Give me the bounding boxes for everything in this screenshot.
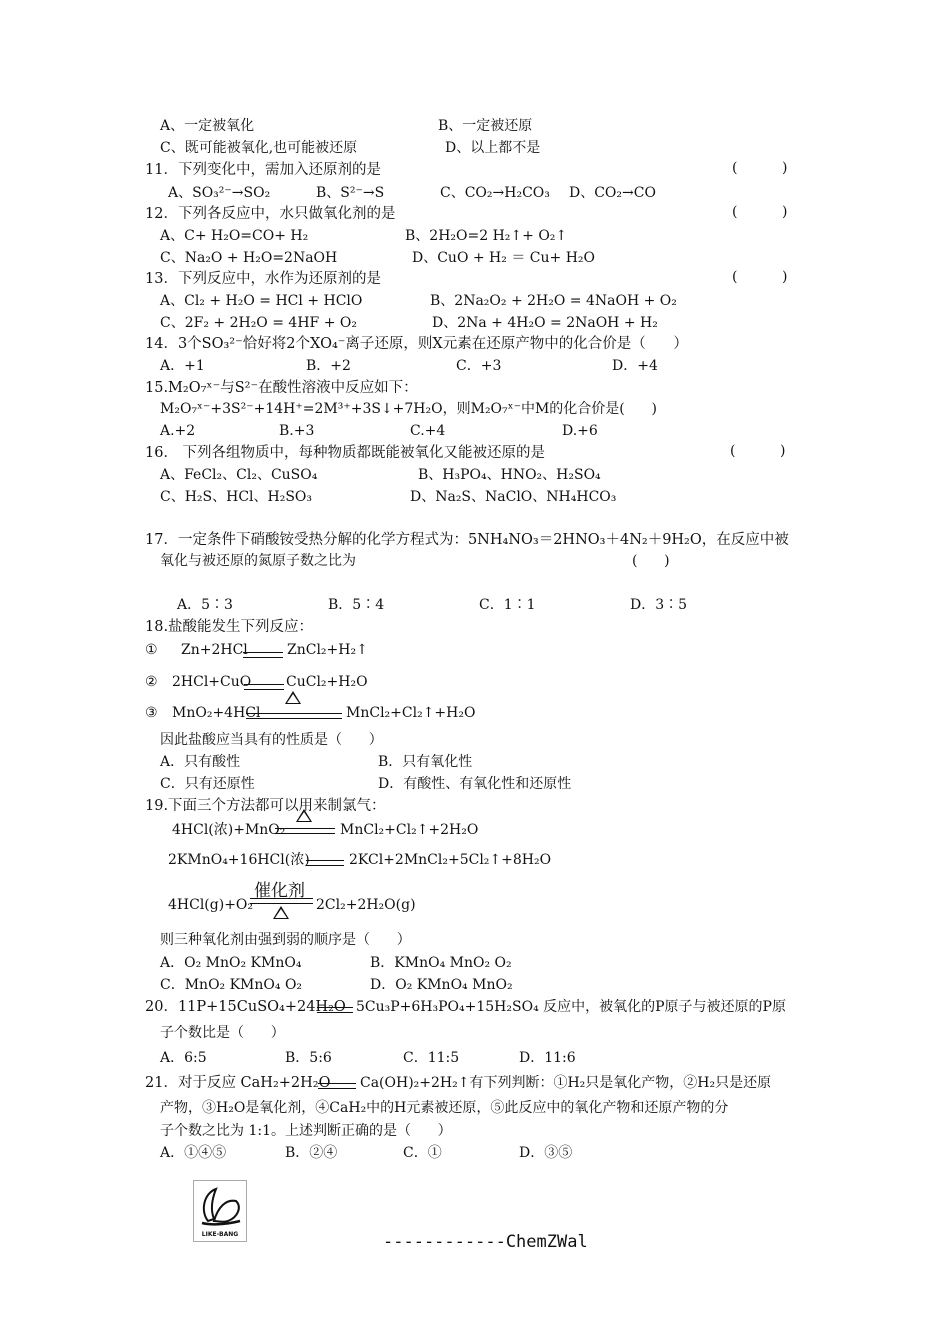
q18-reaction-1-reactants: Zn+2HCl bbox=[181, 642, 248, 658]
q15-option-a: A.+2 bbox=[160, 423, 196, 439]
equals-sign bbox=[318, 1083, 356, 1089]
q18-reaction-1-products: ZnCl₂+H₂↑ bbox=[287, 642, 368, 658]
q18-reaction-3-reactants: MnO₂+4HCl bbox=[172, 705, 261, 721]
q19-question: 则三种氧化剂由强到弱的顺序是（ ） bbox=[160, 932, 411, 948]
q21-option-b: B．②④ bbox=[285, 1145, 338, 1161]
q19-option-c: C．MnO₂ KMnO₄ O₂ bbox=[160, 977, 303, 993]
q17-option-d: D．3∶5 bbox=[630, 597, 688, 613]
q13-option-c: C、2F₂ + 2H₂O = 4HF + O₂ bbox=[160, 315, 357, 331]
q21-stem-line2: 产物，③H₂O是氧化剂，④CaH₂中的H元素被还原，⑤此反应中的氧化产物和还原产物的分 bbox=[160, 1100, 729, 1116]
q18-reaction-1-number: ① bbox=[145, 642, 158, 658]
svg-text:LIKE-BANG: LIKE-BANG bbox=[201, 1231, 239, 1238]
q10-option-b: B、一定被还原 bbox=[438, 118, 533, 134]
q11-answer-paren: ( ) bbox=[732, 160, 788, 176]
q16-option-a: A、FeCl₂、Cl₂、CuSO₄ bbox=[160, 467, 318, 483]
heat-triangle-icon bbox=[296, 809, 312, 822]
q14-option-b: B．+2 bbox=[306, 358, 351, 374]
q19-method-3-products: 2Cl₂+2H₂O(g) bbox=[316, 897, 416, 913]
equals-sign bbox=[306, 860, 344, 866]
heat-triangle-icon bbox=[273, 906, 289, 919]
q20-option-c: C．11:5 bbox=[403, 1050, 460, 1066]
q10-option-c: C、既可能被氧化,也可能被还原 bbox=[160, 140, 358, 156]
q18-option-c: C．只有还原性 bbox=[160, 776, 255, 792]
equals-sign bbox=[246, 713, 342, 719]
equals-sign bbox=[275, 828, 335, 834]
equals-sign bbox=[244, 684, 284, 690]
q12-option-a: A、C+ H₂O=CO+ H₂ bbox=[160, 228, 309, 244]
q16-answer-paren: ( ) bbox=[730, 443, 786, 459]
q21-stem-left: 21．对于反应 CaH₂+2H₂O bbox=[145, 1075, 331, 1091]
q11-option-d: D、CO₂→CO bbox=[569, 185, 656, 201]
q13-option-b: B、2Na₂O₂ + 2H₂O = 4NaOH + O₂ bbox=[430, 293, 677, 309]
q11-option-b: B、S²⁻→S bbox=[316, 185, 385, 201]
q18-option-a: A．只有酸性 bbox=[160, 754, 241, 770]
q15-option-b: B.+3 bbox=[279, 423, 315, 439]
q10-option-a: A、一定被氧化 bbox=[160, 118, 255, 134]
q21-option-d: D．③⑤ bbox=[519, 1145, 573, 1161]
q20-stem-left: 20．11P+15CuSO₄+24H₂O bbox=[145, 999, 346, 1015]
q17-option-b: B．5∶4 bbox=[328, 597, 385, 613]
q18-reaction-2-products: CuCl₂+H₂O bbox=[286, 674, 368, 690]
q12-stem: 12．下列各反应中，水只做氧化剂的是 bbox=[145, 206, 396, 222]
q20-stem-right: 5Cu₃P+6H₃PO₄+15H₂SO₄ 反应中，被氧化的P原子与被还原的P原 bbox=[356, 999, 786, 1015]
q17-stem-line2: 氧化与被还原的氮原子数之比为 bbox=[160, 553, 356, 569]
q19-method-2-reactants: 2KMnO₄+16HCl(浓) bbox=[168, 852, 310, 868]
q13-stem: 13．下列反应中，水作为还原剂的是 bbox=[145, 271, 381, 287]
q12-option-d: D、CuO + H₂ ＝ Cu+ H₂O bbox=[412, 250, 595, 266]
q21-option-c: C．① bbox=[403, 1145, 442, 1161]
footer-signature: ------------ChemZWal bbox=[383, 1232, 588, 1252]
q11-option-a: A、SO₃²⁻→SO₂ bbox=[168, 185, 271, 201]
q12-option-c: C、Na₂O + H₂O=2NaOH bbox=[160, 250, 338, 266]
q13-answer-paren: ( ) bbox=[732, 269, 788, 285]
q16-option-d: D、Na₂S、NaClO、NH₄HCO₃ bbox=[410, 489, 617, 505]
q20-stem-line2: 子个数比是（ ） bbox=[160, 1025, 285, 1041]
q18-stem: 18.盐酸能发生下列反应： bbox=[145, 619, 314, 635]
q14-option-a: A．+1 bbox=[160, 358, 205, 374]
q15-option-d: D.+6 bbox=[562, 423, 598, 439]
q20-option-d: D．11:6 bbox=[519, 1050, 576, 1066]
q14-option-d: D．+4 bbox=[612, 358, 658, 374]
q18-option-d: D．有酸性、有氧化性和还原性 bbox=[378, 776, 572, 792]
q19-method-1-products: MnCl₂+Cl₂↑+2H₂O bbox=[340, 822, 479, 838]
q18-reaction-3-products: MnCl₂+Cl₂↑+H₂O bbox=[346, 705, 476, 721]
q19-option-d: D．O₂ KMnO₄ MnO₂ bbox=[370, 977, 513, 993]
q19-option-b: B．KMnO₄ MnO₂ O₂ bbox=[370, 955, 512, 971]
q17-stem-line1: 17．一定条件下硝酸铵受热分解的化学方程式为：5NH₄NO₃＝2HNO₃＋4N₂＋9H₂O，在反应中被 bbox=[145, 532, 789, 548]
heat-triangle-icon bbox=[285, 691, 301, 704]
q13-option-d: D、2Na + 4H₂O = 2NaOH + H₂ bbox=[432, 315, 658, 331]
q19-option-a: A．O₂ MnO₂ KMnO₄ bbox=[160, 955, 302, 971]
q19-method-2-products: 2KCl+2MnCl₂+5Cl₂↑+8H₂O bbox=[349, 852, 552, 868]
q11-stem: 11．下列变化中，需加入还原剂的是 bbox=[145, 162, 381, 178]
q17-option-a: A．5∶3 bbox=[177, 597, 233, 613]
q21-stem-right: Ca(OH)₂+2H₂↑有下列判断：①H₂只是氧化产物，②H₂只是还原 bbox=[360, 1075, 772, 1091]
q21-stem-line3: 子个数之比为 1:1。上述判断正确的是（ ） bbox=[160, 1123, 452, 1139]
q15-option-c: C.+4 bbox=[410, 423, 446, 439]
q12-answer-paren: ( ) bbox=[732, 204, 788, 220]
q17-answer-paren: ( ) bbox=[632, 553, 670, 569]
q14-stem: 14．3个SO₃²⁻恰好将2个XO₄⁻离子还原，则X元素在还原产物中的化合价是（ ） bbox=[145, 336, 688, 352]
q19-method-3-reactants: 4HCl(g)+O₂ bbox=[168, 897, 254, 913]
q18-reaction-2-number: ② bbox=[145, 674, 158, 690]
q16-option-c: C、H₂S、HCl、H₂SO₃ bbox=[160, 489, 313, 505]
q17-option-c: C．1∶1 bbox=[479, 597, 536, 613]
q19-stem: 19.下面三个方法都可以用来制氯气： bbox=[145, 798, 386, 814]
q20-option-a: A．6:5 bbox=[160, 1050, 207, 1066]
q15-equation: M₂O₇ˣ⁻+3S²⁻+14H⁺=2M³⁺+3S↓+7H₂O，则M₂O₇ˣ⁻中M的化合价是( ) bbox=[160, 401, 657, 417]
logo-mark-icon bbox=[194, 1181, 246, 1241]
q13-option-a: A、Cl₂ + H₂O = HCl + HClO bbox=[160, 293, 363, 309]
like-bang-logo bbox=[193, 1180, 247, 1242]
q14-option-c: C．+3 bbox=[456, 358, 502, 374]
q10-option-d: D、以上都不是 bbox=[445, 140, 541, 156]
q19-method-1-reactants: 4HCl(浓)+MnO₂ bbox=[172, 822, 286, 838]
q16-option-b: B、H₃PO₄、HNO₂、H₂SO₄ bbox=[418, 467, 601, 483]
catalyst-label: 催化剂 bbox=[254, 881, 305, 901]
q18-option-b: B．只有氧化性 bbox=[378, 754, 473, 770]
q18-question: 因此盐酸应当具有的性质是（ ） bbox=[160, 732, 383, 748]
equals-sign bbox=[243, 652, 283, 658]
q21-option-a: A．①④⑤ bbox=[160, 1145, 227, 1161]
q12-option-b: B、2H₂O=2 H₂↑+ O₂↑ bbox=[405, 228, 568, 244]
q16-stem: 16． 下列各组物质中，每种物质都既能被氧化又能被还原的是 bbox=[145, 445, 546, 461]
equals-sign bbox=[317, 1007, 353, 1013]
q18-reaction-2-reactants: 2HCl+CuO bbox=[172, 674, 252, 690]
q11-option-c: C、CO₂→H₂CO₃ bbox=[440, 185, 550, 201]
q18-reaction-3-number: ③ bbox=[145, 705, 158, 721]
q20-option-b: B．5:6 bbox=[285, 1050, 332, 1066]
q15-stem: 15.M₂O₇ˣ⁻与S²⁻在酸性溶液中反应如下： bbox=[145, 380, 418, 396]
equals-sign bbox=[250, 898, 313, 904]
